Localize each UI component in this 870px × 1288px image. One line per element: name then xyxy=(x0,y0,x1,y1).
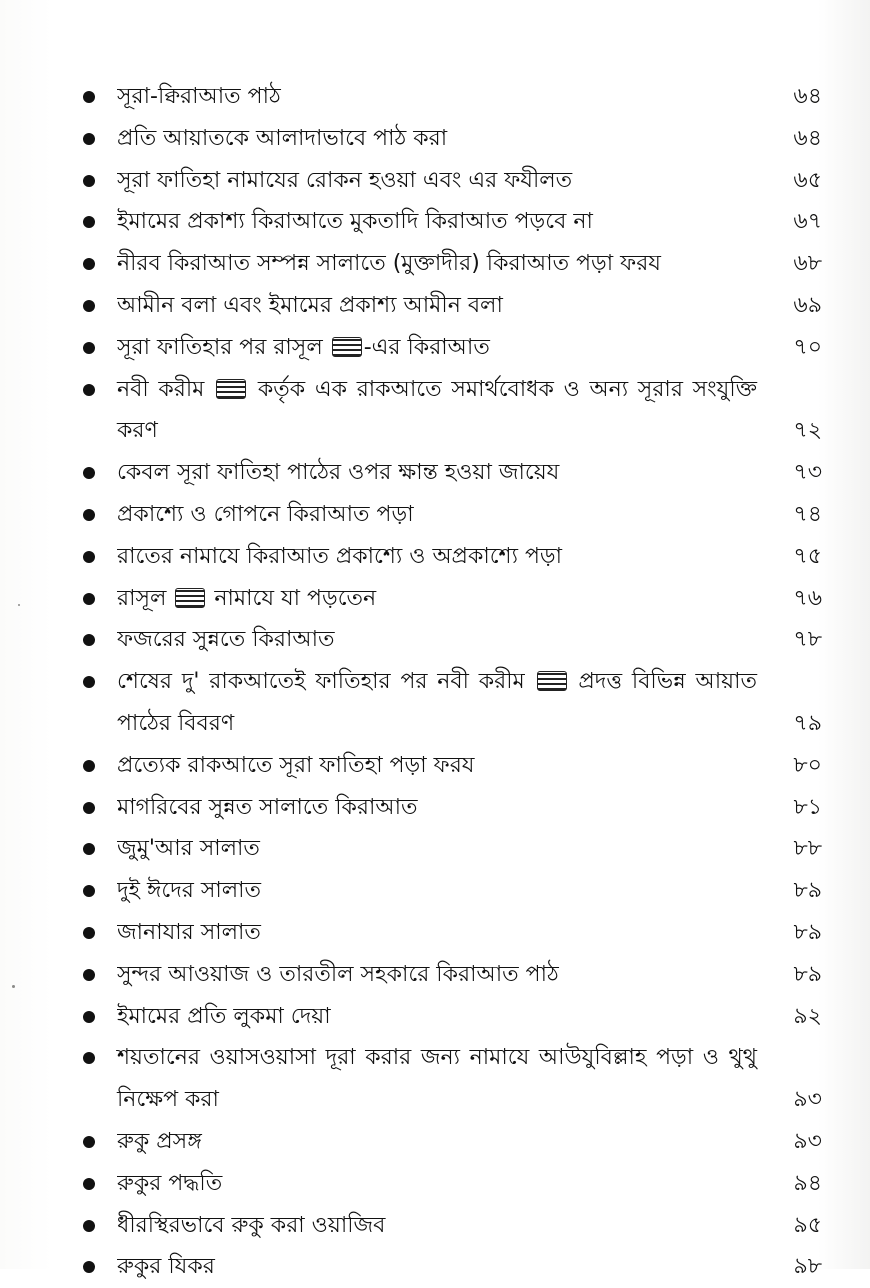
bullet-icon xyxy=(83,384,95,396)
toc-entry xyxy=(0,327,870,369)
toc-entry-title xyxy=(117,327,757,369)
bullet-icon xyxy=(83,258,95,270)
bullet-icon xyxy=(83,802,95,814)
bullet-icon xyxy=(83,885,95,897)
toc-entry xyxy=(0,369,870,453)
toc-entry-title xyxy=(117,1246,757,1288)
toc-entry-page-number: ৭৬ xyxy=(793,585,822,611)
toc-entry xyxy=(0,1205,870,1247)
toc-entry-page-number: ৬৭ xyxy=(793,209,822,235)
toc-entry-title xyxy=(117,118,757,160)
toc-entry-title xyxy=(117,787,757,829)
toc-entry-title xyxy=(117,452,757,494)
toc-entry-title xyxy=(117,578,757,620)
paper-speck xyxy=(18,604,20,606)
toc-entry-title-text: সূরা-ক্বিরাআত পাঠ xyxy=(117,84,281,109)
toc-entry-title-text: রুকুর পদ্ধতি xyxy=(117,1170,223,1196)
bullet-icon xyxy=(83,1178,95,1190)
toc-entry-title-text: শয়তানের ওয়াসওয়াসা দূরা করার জন্য নামাযে আউযুবিল্লাহ পড়া ও থুথু নিক্ষেপ করা xyxy=(117,1045,757,1113)
bullet-icon xyxy=(83,843,95,855)
toc-entry-title-text: রাতের নামাযে কিরাআত প্রকাশ্যে ও অপ্রকাশ্যে পড়া xyxy=(117,543,562,569)
toc-entry xyxy=(0,285,870,327)
toc-entry-title-text: সূরা ফাতিহার পর রাসূল xyxy=(117,334,330,360)
bullet-icon xyxy=(83,1011,95,1023)
honorific-calligraphy-icon xyxy=(216,379,246,399)
toc-entry xyxy=(0,1163,870,1205)
toc-entry-page-number: ৮১ xyxy=(793,794,822,820)
toc-entry-title xyxy=(117,160,757,202)
bullet-icon xyxy=(83,91,95,103)
toc-entry xyxy=(0,912,870,954)
toc-entry xyxy=(0,661,870,745)
toc-entry-title xyxy=(117,619,757,661)
toc-entry-title-text: শেষের দু' রাকআতেই ফাতিহার পর নবী করীম xyxy=(117,669,535,695)
honorific-calligraphy-icon xyxy=(175,588,205,608)
toc-entry-title-text: সূরা ফাতিহা নামাযের রোকন হওয়া এবং এর ফযীলত xyxy=(117,167,573,193)
bullet-icon xyxy=(83,760,95,772)
bullet-icon xyxy=(83,1136,95,1148)
toc-entry-title xyxy=(117,243,757,285)
toc-entry-page-number: ৯২ xyxy=(793,1003,822,1029)
toc-entry-page-number: ৮০ xyxy=(793,752,822,778)
toc-entry-title xyxy=(117,369,757,453)
bullet-icon xyxy=(83,593,95,605)
paper-speck xyxy=(12,985,15,988)
toc-entry-page-number: ৮৯ xyxy=(793,878,822,904)
bullet-icon xyxy=(83,634,95,646)
toc-entry-title xyxy=(117,536,757,578)
table-of-contents xyxy=(0,76,870,1288)
toc-entry-page-number: ৭৫ xyxy=(793,543,822,569)
toc-entry xyxy=(0,118,870,160)
toc-entry-title-text: কর্তৃক এক রাকআতে সমার্থবোধক ও অন্য সূরার সংযুক্তি করণ xyxy=(117,376,757,444)
toc-entry xyxy=(0,745,870,787)
toc-entry xyxy=(0,243,870,285)
toc-entry-title xyxy=(117,1121,757,1163)
toc-entry xyxy=(0,578,870,620)
toc-entry xyxy=(0,787,870,829)
toc-entry-page-number: ৭৮ xyxy=(793,627,822,653)
bullet-icon xyxy=(83,1220,95,1232)
toc-entry-page-number: ৮৮ xyxy=(793,836,822,862)
toc-entry-title xyxy=(117,285,757,327)
toc-entry-title-text: মাগরিবের সুন্নত সালাতে কিরাআত xyxy=(117,794,418,820)
toc-entry xyxy=(0,160,870,202)
toc-entry-title-text: প্রতি আয়াতকে আলাদাভাবে পাঠ করা xyxy=(117,125,448,151)
toc-entry-page-number: ৭৪ xyxy=(793,501,822,527)
toc-entry-page-number: ৯৫ xyxy=(793,1212,822,1238)
bullet-icon xyxy=(83,300,95,312)
toc-entry xyxy=(0,201,870,243)
toc-entry-title xyxy=(117,870,757,912)
toc-entry xyxy=(0,76,870,118)
toc-entry-page-number: ৯৪ xyxy=(793,1170,822,1196)
toc-entry-title xyxy=(117,494,757,536)
toc-entry xyxy=(0,828,870,870)
bullet-icon xyxy=(83,927,95,939)
bullet-icon xyxy=(83,676,95,688)
bullet-icon xyxy=(83,1261,95,1273)
toc-entry-title xyxy=(117,912,757,954)
toc-entry-title-text: প্রকাশ্যে ও গোপনে কিরাআত পড়া xyxy=(117,501,414,527)
honorific-calligraphy-icon xyxy=(332,337,362,357)
toc-entry-title-text: -এর কিরাআত xyxy=(363,334,490,360)
toc-entry xyxy=(0,536,870,578)
honorific-calligraphy-icon xyxy=(537,671,567,691)
toc-entry-title xyxy=(117,1163,757,1205)
toc-entry-page-number: ৬৯ xyxy=(793,292,822,318)
toc-entry xyxy=(0,870,870,912)
toc-entry-title xyxy=(117,954,757,996)
bullet-icon xyxy=(83,216,95,228)
toc-entry-title xyxy=(117,996,757,1038)
toc-entry xyxy=(0,1121,870,1163)
toc-entry-title-text: ফজরের সুন্নতে কিরাআত xyxy=(117,627,335,653)
toc-entry-title-text: আমীন বলা এবং ইমামের প্রকাশ্য আমীন বলা xyxy=(117,292,503,318)
toc-entry xyxy=(0,1037,870,1121)
toc-entry-title-text: রাসূল xyxy=(117,585,174,611)
toc-entry-title-text: জুমু'আর সালাত xyxy=(117,836,260,862)
toc-entry-title-text: নামাযে যা পড়তেন xyxy=(207,585,377,611)
toc-entry-page-number: ৭২ xyxy=(793,418,822,444)
bullet-icon xyxy=(83,342,95,354)
toc-entry-page-number: ৬৮ xyxy=(793,251,822,277)
toc-entry xyxy=(0,452,870,494)
toc-entry-page-number: ৯৩ xyxy=(793,1087,822,1113)
toc-entry-page-number: ৭০ xyxy=(793,334,822,360)
toc-entry xyxy=(0,996,870,1038)
toc-entry xyxy=(0,619,870,661)
toc-entry-title xyxy=(117,745,757,787)
toc-entry-page-number: ৯৩ xyxy=(793,1128,822,1154)
toc-entry-page-number: ৭৩ xyxy=(793,460,822,486)
toc-entry xyxy=(0,494,870,536)
bullet-icon xyxy=(83,467,95,479)
bullet-icon xyxy=(83,1052,95,1064)
bullet-icon xyxy=(83,551,95,563)
toc-entry-title-text: ইমামের প্রতি লুকমা দেয়া xyxy=(117,1003,331,1029)
toc-entry-title-text: সুন্দর আওয়াজ ও তারতীল সহকারে কিরাআত পাঠ xyxy=(117,961,559,987)
toc-entry-title-text: নীরব কিরাআত সম্পন্ন সালাতে (মুক্তাদীর) কিরাআত পড়া ফরয xyxy=(117,251,661,277)
toc-entry-title xyxy=(117,1205,757,1247)
toc-entry-page-number: ৭৯ xyxy=(793,710,822,736)
bullet-icon xyxy=(83,509,95,521)
bullet-icon xyxy=(83,969,95,981)
toc-entry-title xyxy=(117,76,757,118)
toc-entry-page-number: ৮৯ xyxy=(793,919,822,945)
toc-entry-title-text: রুকু প্রসঙ্গ xyxy=(117,1128,202,1154)
toc-entry-page-number: ৬৪ xyxy=(793,125,822,151)
bullet-icon xyxy=(83,175,95,187)
toc-entry-title xyxy=(117,1037,757,1121)
toc-entry-page-number: ৬৪ xyxy=(793,84,822,109)
toc-entry-title-text: প্রদত্ত বিভিন্ন আয়াত পাঠের বিবরণ xyxy=(117,669,757,736)
toc-entry-title-text: কেবল সূরা ফাতিহা পাঠের ওপর ক্ষান্ত হওয়া জায়েয xyxy=(117,460,560,486)
toc-entry-title xyxy=(117,661,757,745)
toc-entry-title-text: নবী করীম xyxy=(117,376,215,402)
toc-entry-title xyxy=(117,828,757,870)
toc-entry-page-number: ৯৮ xyxy=(793,1254,822,1280)
toc-entry-page-number: ৬৫ xyxy=(793,167,822,193)
bullet-icon xyxy=(83,133,95,145)
toc-entry-title-text: জানাযার সালাত xyxy=(117,919,261,945)
toc-entry-title-text: রুকুর যিকর xyxy=(117,1254,215,1280)
toc-entry-title-text: প্রত্যেক রাকআতে সূরা ফাতিহা পড়া ফরয xyxy=(117,752,475,778)
toc-entry-page-number: ৮৯ xyxy=(793,961,822,987)
toc-entry-title xyxy=(117,201,757,243)
toc-entry xyxy=(0,1246,870,1288)
toc-entry-title-text: ইমামের প্রকাশ্য কিরাআতে মুকতাদি কিরাআত পড়বে না xyxy=(117,209,593,235)
toc-entry xyxy=(0,954,870,996)
toc-entry-title-text: ধীরস্থিরভাবে রুকু করা ওয়াজিব xyxy=(117,1212,386,1238)
toc-entry-title-text: দুই ঈদের সালাত xyxy=(117,878,262,904)
